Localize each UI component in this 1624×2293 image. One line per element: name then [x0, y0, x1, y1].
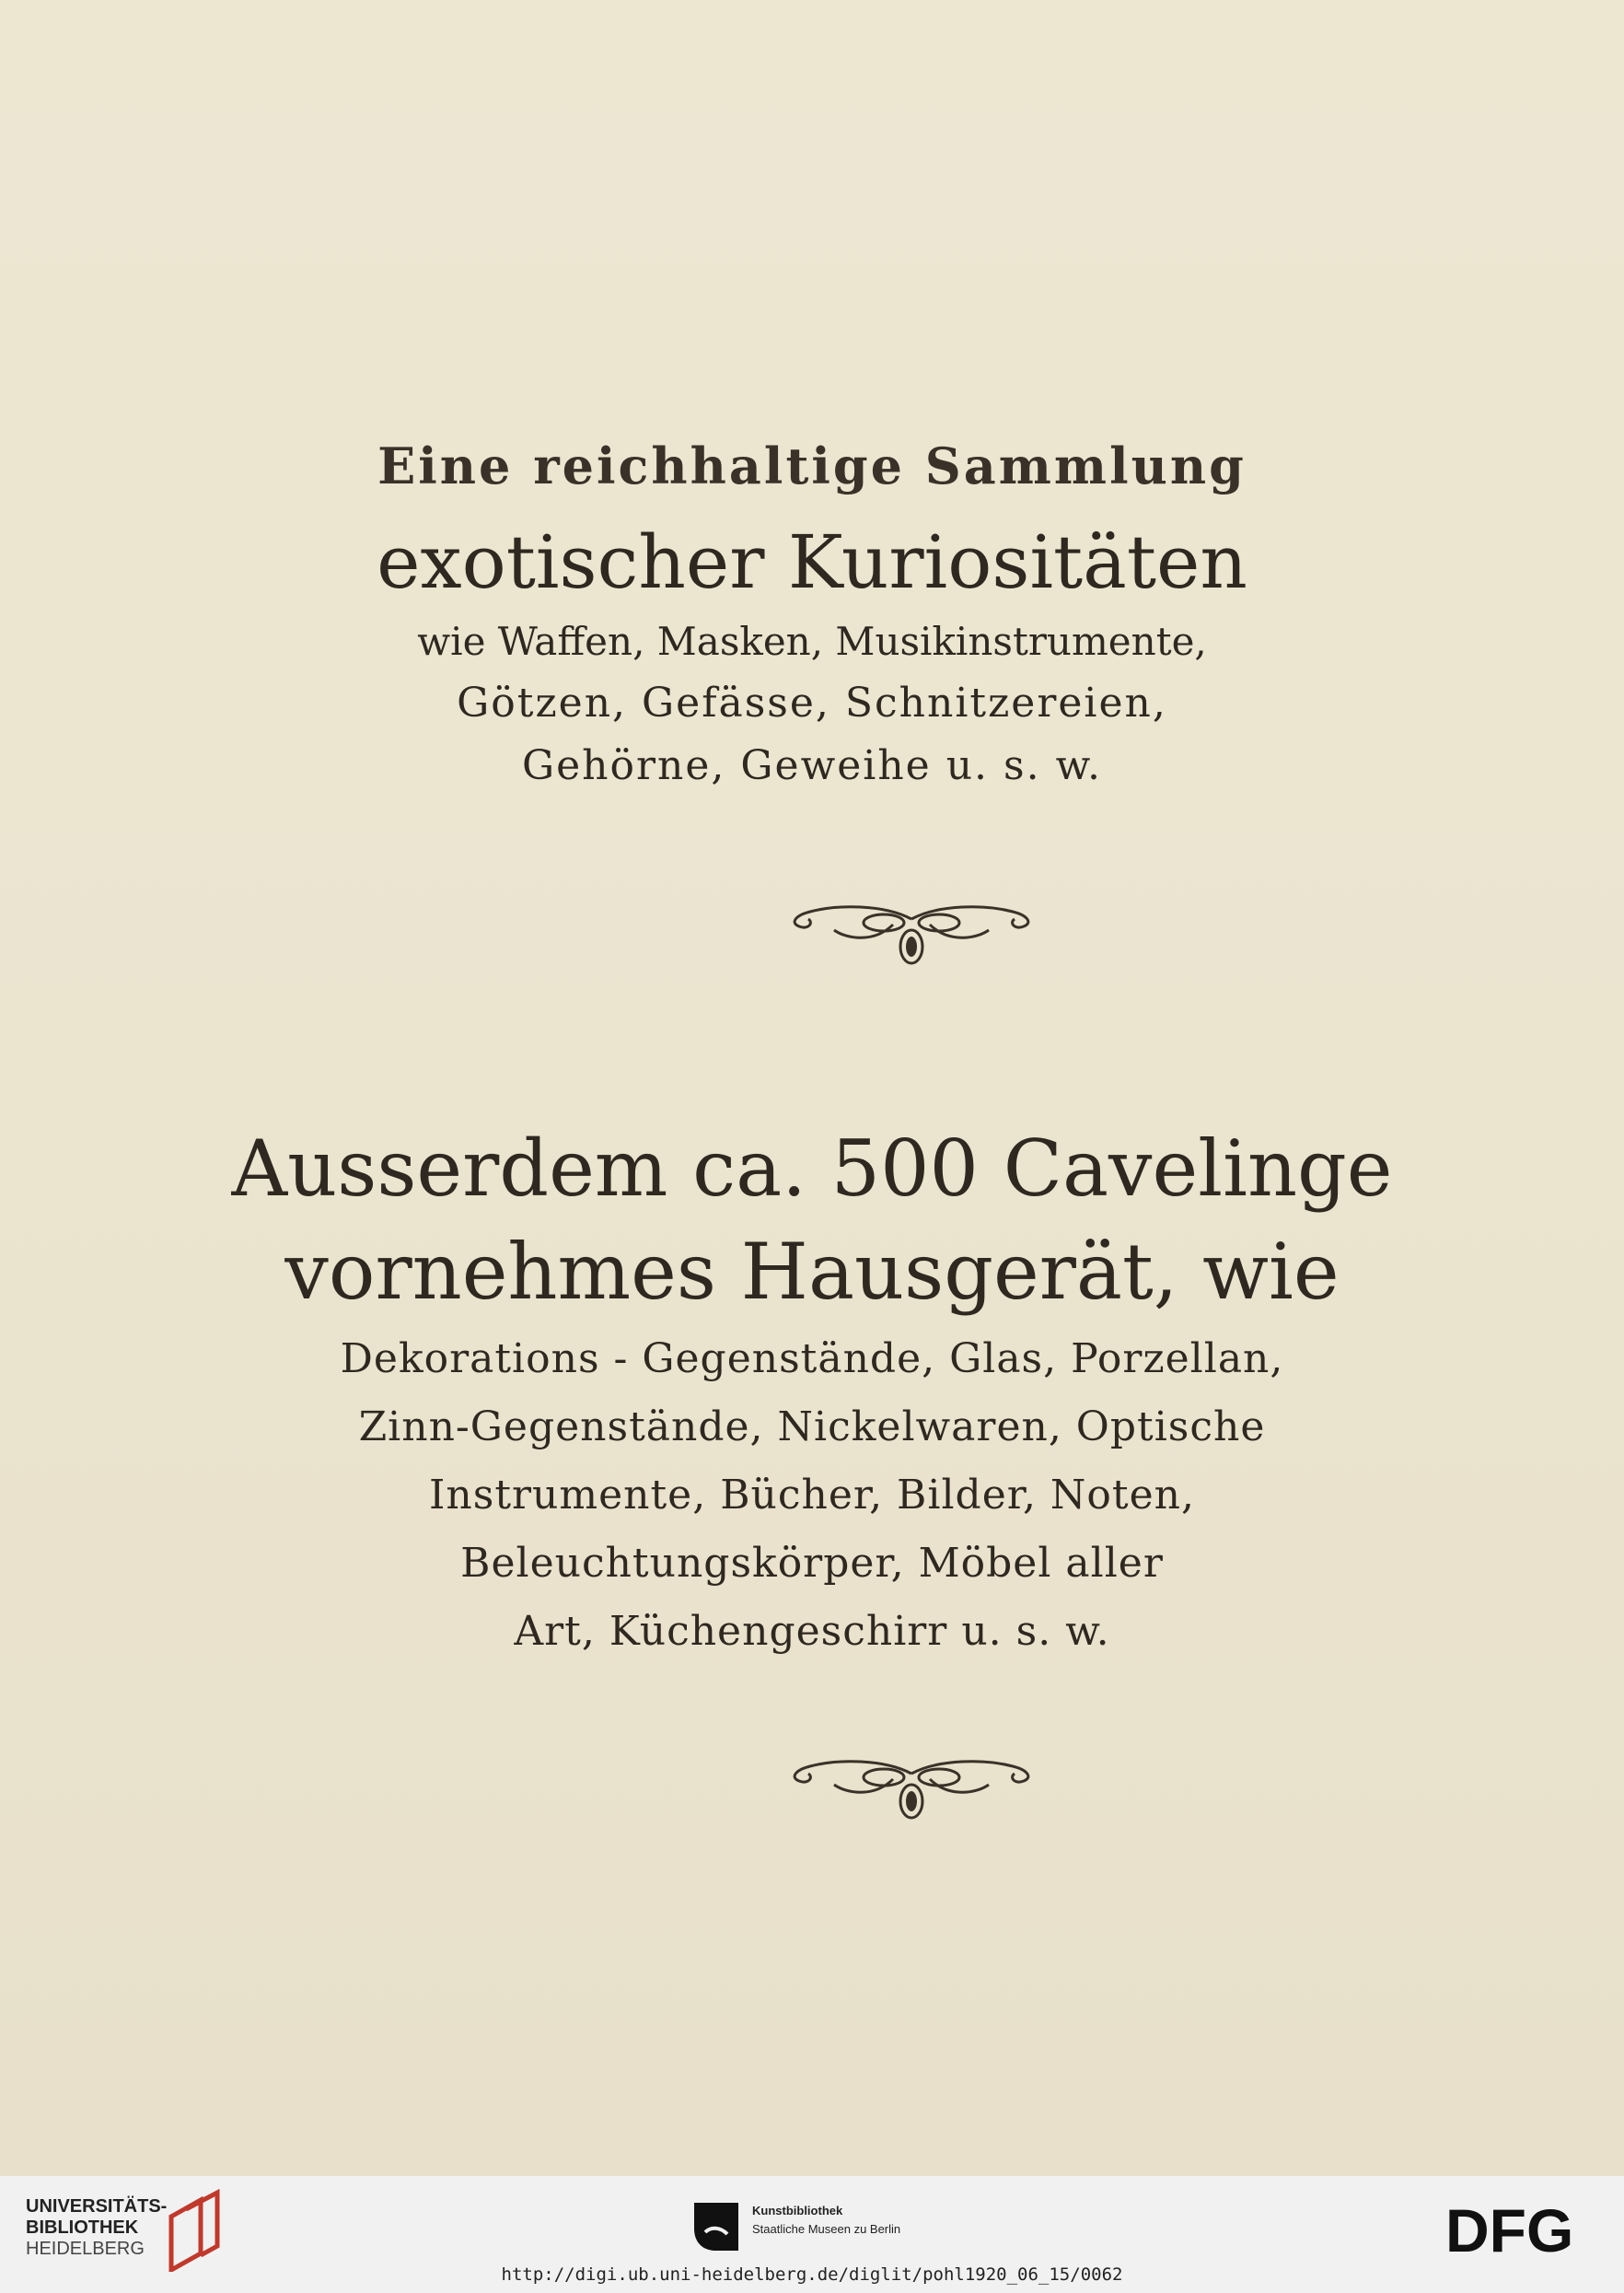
ub-heidelberg-logo[interactable] — [26, 2196, 167, 2260]
ub-logo-line2: BIBLIOTHEK — [26, 2217, 139, 2238]
kunstbibliothek-name: Kunstbibliothek — [752, 2204, 843, 2217]
decorative-scroll-ornament — [783, 902, 1040, 976]
block2-text-line4: Zinn-Gegenstände, Nickelwaren, Optische — [358, 1403, 1266, 1450]
block1-text-line5: Gehörne, Geweihe u. s. w. — [521, 742, 1102, 789]
digitization-footer — [0, 2176, 1624, 2293]
block1-heading-line1: Eine reichhaltige Sammlung — [377, 436, 1247, 495]
block2-heading-line1: Ausserdem ca. 500 Cavelinge — [231, 1123, 1393, 1214]
block2-text-line6: Beleuchtungskörper, Möbel aller — [460, 1540, 1164, 1587]
kunstbibliothek-label[interactable] — [752, 2202, 900, 2239]
block2-heading-line2: vornehmes Hausgerät, wie — [284, 1227, 1340, 1317]
block1-text-line4: Götzen, Gefässe, Schnitzereien, — [457, 680, 1167, 727]
kunstbibliothek-subtitle: Staatliche Museen zu Berlin — [752, 2222, 901, 2236]
dfg-logo[interactable] — [1445, 2200, 1602, 2259]
block2-text-line3: Dekorations - Gegenstände, Glas, Porzellan, — [340, 1335, 1284, 1382]
block1-heading-line2: exotischer Kuriositäten — [377, 519, 1247, 605]
ub-logo-line3: HEIDELBERG — [26, 2239, 145, 2259]
decorative-scroll-ornament — [783, 1757, 1040, 1831]
dfg-logo-text: DFG — [1445, 2200, 1574, 2259]
permalink-url[interactable]: http://digi.ub.uni-heidelberg.de/diglit/pohl1920_06_15/0062 — [501, 2264, 1123, 2285]
block1-text-line3: wie Waffen, Masken, Musikinstrumente, — [417, 619, 1207, 664]
ub-logo-line1: UNIVERSITÄTS- — [26, 2196, 168, 2217]
kunstbibliothek-logo-icon — [692, 2201, 740, 2252]
block2-text-line5: Instrumente, Bücher, Bilder, Noten, — [429, 1472, 1195, 1519]
ub-heidelberg-emblem-icon — [164, 2189, 228, 2272]
block2-text-line7: Art, Küchengeschirr u. s. w. — [514, 1608, 1110, 1655]
